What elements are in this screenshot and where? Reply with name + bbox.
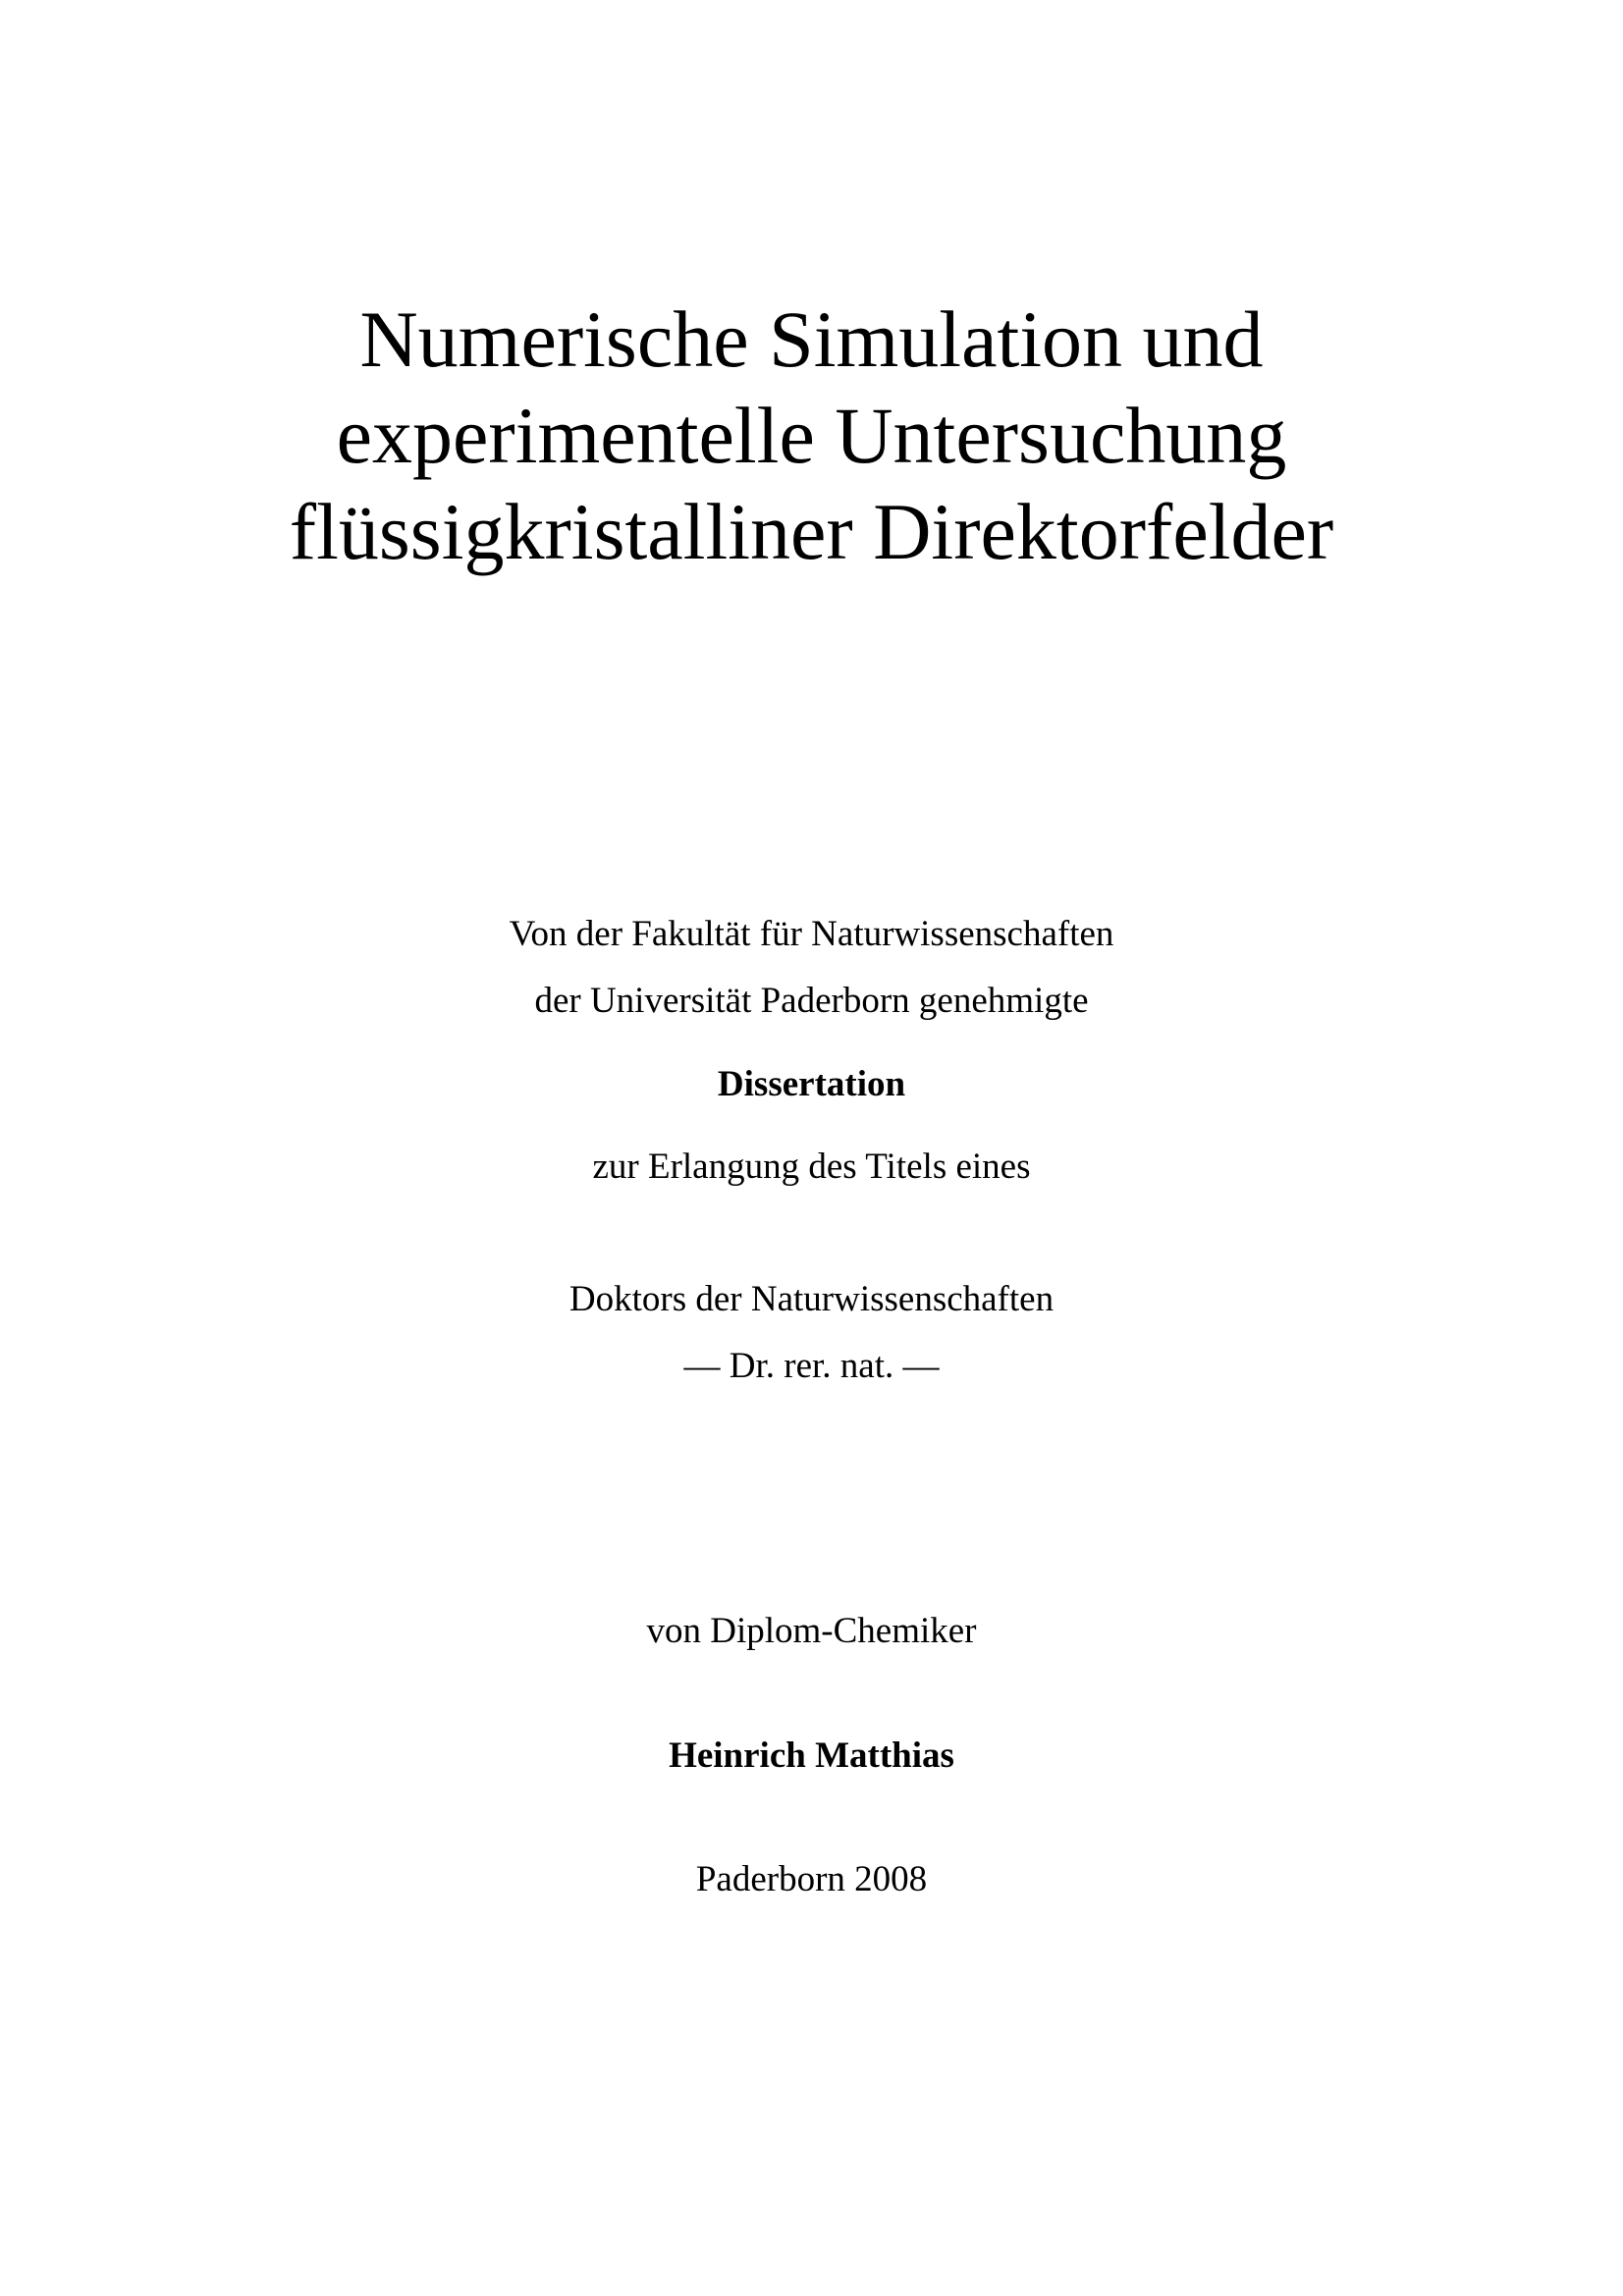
- title-line-3: flüssigkristalliner Direktorfelder: [289, 487, 1334, 576]
- faculty-line-2: der Universität Paderborn genehmigte: [534, 981, 1089, 1021]
- document-type: Dissertation: [717, 1064, 906, 1104]
- author-name: Heinrich Matthias: [669, 1735, 954, 1776]
- degree-line-1: Doktors der Naturwissenschaften: [568, 1279, 1055, 1319]
- author-prefix: von Diplom-Chemiker: [646, 1611, 977, 1651]
- purpose-line: zur Erlangung des Titels eines: [592, 1147, 1031, 1187]
- title-line-2: experimentelle Untersuchung: [336, 391, 1287, 480]
- faculty-line-1: Von der Fakultät für Naturwissenschaften: [509, 914, 1114, 954]
- place-year: Paderborn 2008: [695, 1859, 928, 1899]
- degree-abbreviation: — Dr. rer. nat. —: [683, 1346, 940, 1386]
- title-line-1: Numerische Simulation und: [359, 294, 1264, 384]
